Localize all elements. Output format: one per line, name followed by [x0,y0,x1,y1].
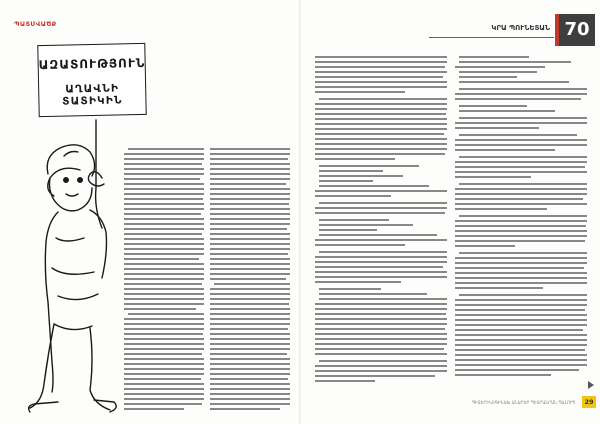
protest-sign [37,43,146,117]
right-body-text [315,56,591,386]
text-lines-placeholder [455,56,587,386]
left-page [0,0,299,424]
page-footer: ՊԻՏԵՐԻՆԵԳԻՆԱԽ ԱՆԱՐԵԲ ՊԵՏՐԱՆՐԱՆ ՊԱԼՈՒՊ [471,400,575,405]
left-text-column-1 [124,148,204,418]
continue-arrow-icon [588,381,594,389]
section-header-text: ԿՐԱ ՊՈՒՆԵՏԱՆ [491,24,550,32]
right-text-column-1 [315,56,447,388]
page-badge: 70 [559,14,595,46]
sign-title: ԱԶԱՏՈՒԹՅՈՒՆ [38,55,146,73]
section-header: ՊԱՏՄՎԱԾՔ [14,20,57,28]
footer-page-number: 29 [582,396,596,408]
left-body-text [124,148,292,416]
text-lines-placeholder [210,148,290,416]
sign-subtitle: ԱՂԱՎՆԻ ՏԱՏԻԿԻՆ [62,82,123,108]
text-lines-placeholder [315,56,447,386]
right-page [301,0,600,424]
header-accent-line [429,37,469,38]
right-text-column-2 [455,56,587,388]
section-header-right [429,24,554,38]
left-text-column-2 [210,148,290,418]
text-lines-placeholder [124,148,204,416]
